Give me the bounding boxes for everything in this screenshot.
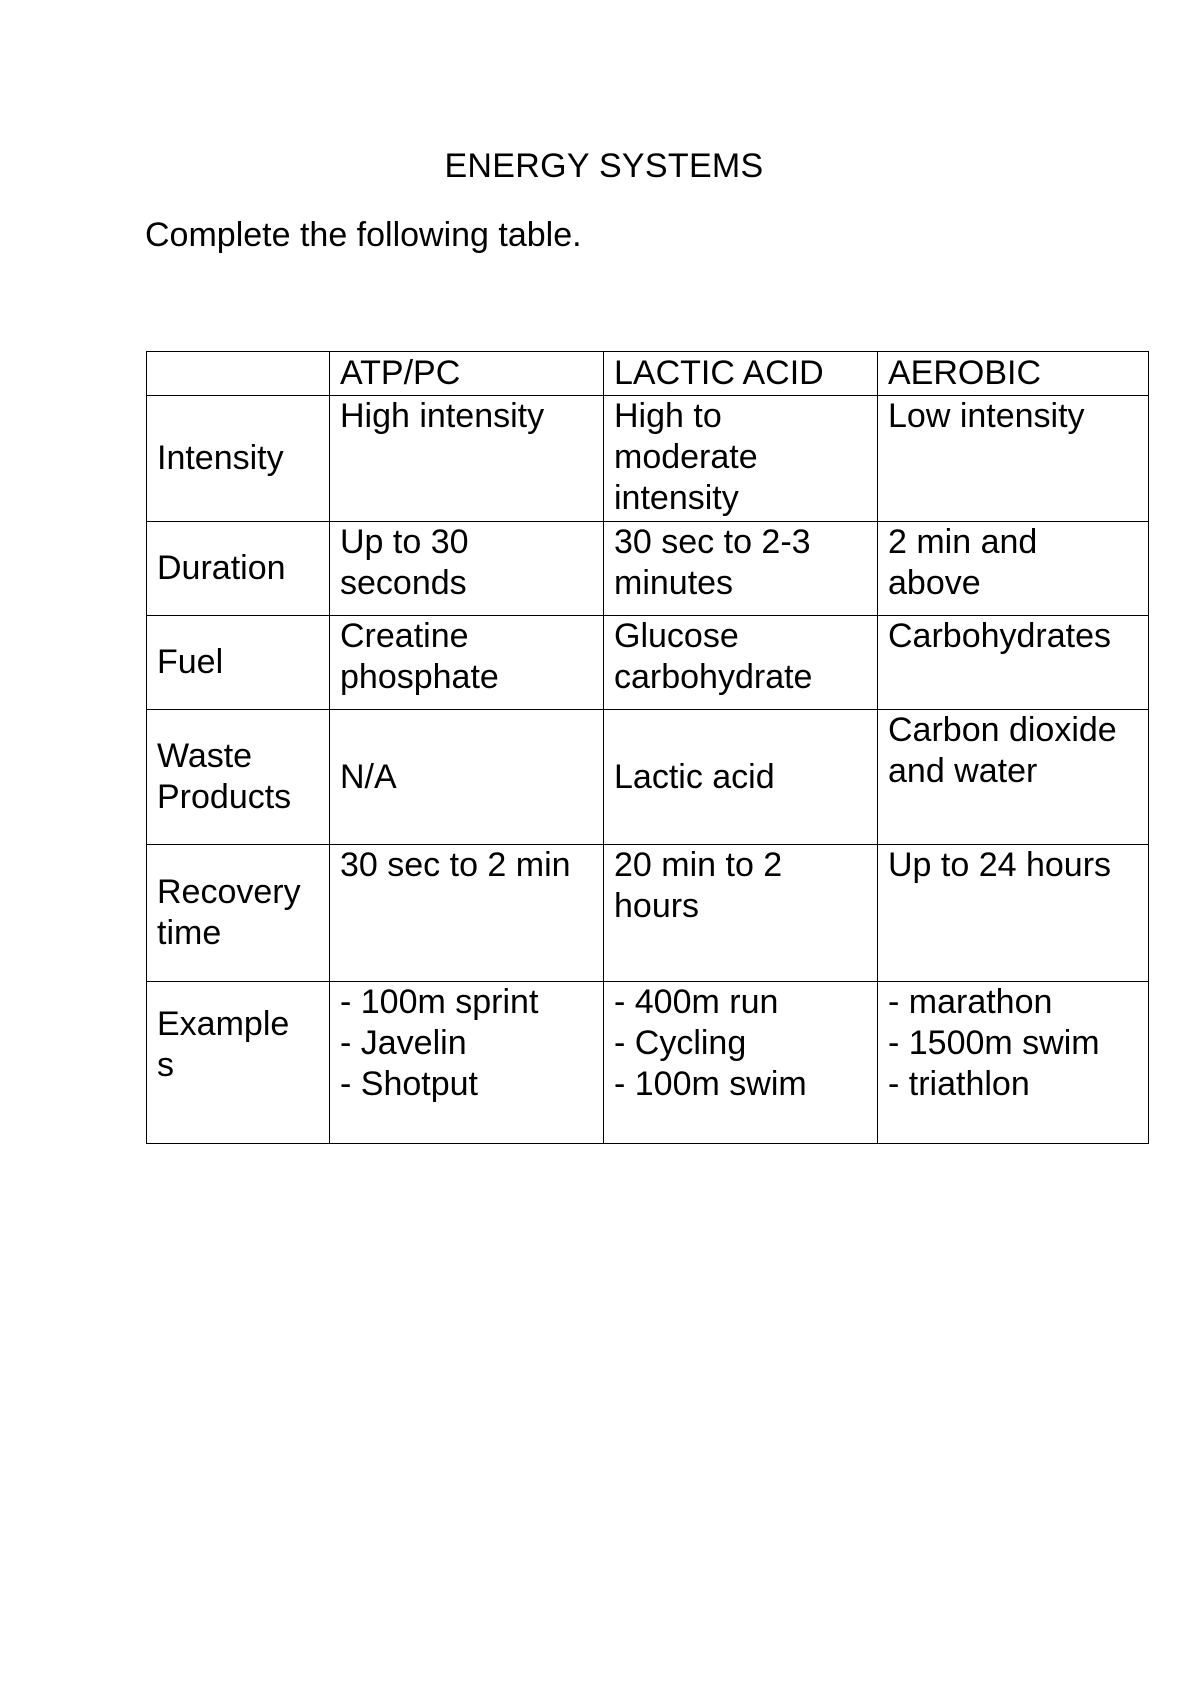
row-label-waste-products (147, 710, 330, 845)
cell-line: Low intensity (888, 397, 1085, 435)
header-corner-cell (147, 352, 330, 396)
cell-aerobic-examples (878, 982, 1149, 1144)
table-header-row (147, 352, 1149, 396)
cell-line: 2 min and (888, 523, 1038, 561)
table-row (147, 710, 1149, 845)
cell-lactic-waste (604, 710, 878, 845)
cell-line: - marathon (888, 983, 1053, 1021)
cell-line: - Cycling (614, 1024, 747, 1062)
row-label-line: time (157, 914, 222, 952)
page-title: ENERGY SYSTEMS (444, 147, 764, 185)
cell-line: Up to 30 (340, 523, 469, 561)
row-label-fuel (147, 616, 330, 710)
cell-line: - Shotput (340, 1065, 478, 1103)
row-label-line: Fuel (157, 643, 224, 681)
header-lactic-acid: LACTIC ACID (604, 352, 878, 396)
cell-line: N/A (340, 757, 397, 796)
cell-atp-waste (330, 710, 604, 845)
cell-lactic-recovery (604, 845, 878, 982)
cell-line: 30 sec to 2-3 (614, 523, 811, 561)
cell-aerobic-waste (878, 710, 1149, 845)
header-aerobic: AEROBIC (878, 352, 1149, 396)
cell-line: 30 sec to 2 min (340, 846, 571, 884)
table-row (147, 522, 1149, 616)
row-label-line: Intensity (157, 439, 284, 477)
cell-line: - Javelin (340, 1024, 467, 1062)
table-row (147, 845, 1149, 982)
cell-line: Lactic acid (614, 757, 775, 796)
cell-line: Carbon dioxide (888, 711, 1117, 749)
cell-line: High intensity (340, 397, 545, 435)
cell-line: - 400m run (614, 983, 779, 1021)
cell-line: carbohydrate (614, 658, 813, 696)
row-label-line: s (157, 1046, 174, 1084)
cell-lactic-fuel (604, 616, 878, 710)
cell-line: - 100m sprint (340, 983, 539, 1021)
row-label-line: Recovery (157, 873, 301, 911)
cell-line: High to (614, 397, 722, 435)
cell-aerobic-fuel (878, 616, 1149, 710)
cell-line: and water (888, 752, 1038, 790)
cell-line: - 1500m swim (888, 1024, 1100, 1062)
cell-line: minutes (614, 564, 734, 602)
cell-line: - 100m swim (614, 1065, 807, 1103)
cell-atp-intensity (330, 396, 604, 522)
cell-line: Up to 24 hours (888, 846, 1112, 884)
cell-aerobic-duration (878, 522, 1149, 616)
row-label-line: Waste (157, 737, 253, 775)
cell-line: seconds (340, 564, 467, 602)
energy-systems-table (146, 351, 1149, 1144)
cell-line: Glucose (614, 617, 739, 655)
cell-lactic-intensity (604, 396, 878, 522)
cell-atp-fuel (330, 616, 604, 710)
cell-line: moderate (614, 438, 758, 476)
row-label-intensity (147, 396, 330, 522)
header-atp-pc: ATP/PC (330, 352, 604, 396)
cell-line: - triathlon (888, 1065, 1030, 1103)
row-label-examples (147, 982, 330, 1144)
row-label-line: Products (157, 778, 292, 816)
cell-aerobic-recovery (878, 845, 1149, 982)
table-row (147, 616, 1149, 710)
cell-atp-duration (330, 522, 604, 616)
cell-line: Creatine (340, 617, 469, 655)
cell-line: phosphate (340, 658, 499, 696)
cell-line: 20 min to 2 (614, 846, 783, 884)
cell-lactic-examples (604, 982, 878, 1144)
row-label-line: Example (157, 1005, 290, 1043)
table-row (147, 982, 1149, 1144)
cell-lactic-duration (604, 522, 878, 616)
cell-aerobic-intensity (878, 396, 1149, 522)
cell-line: intensity (614, 479, 739, 517)
table-row (147, 396, 1149, 522)
row-label-duration (147, 522, 330, 616)
cell-line: hours (614, 887, 700, 925)
instruction-text: Complete the following table. (145, 216, 582, 254)
row-label-recovery-time (147, 845, 330, 982)
cell-line: Carbohydrates (888, 617, 1112, 655)
cell-atp-examples (330, 982, 604, 1144)
cell-atp-recovery (330, 845, 604, 982)
row-label-line: Duration (157, 549, 286, 587)
cell-line: above (888, 564, 981, 602)
